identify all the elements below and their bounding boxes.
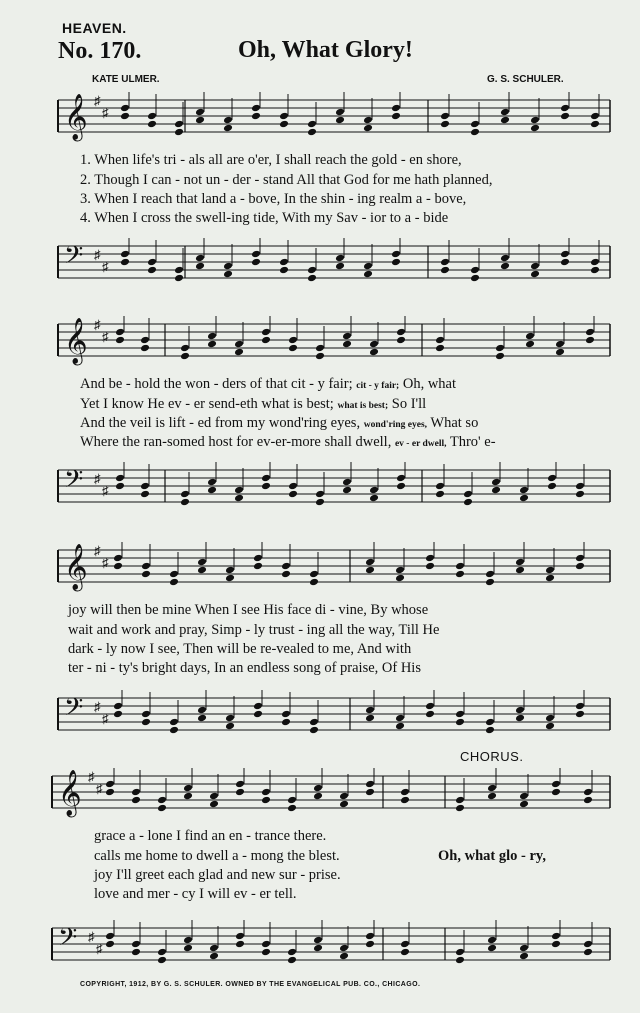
hymn-number: No. 170. [58,38,142,64]
svg-text:𝄢: 𝄢 [64,465,84,500]
svg-text:♯: ♯ [102,259,109,274]
bass-staff [0,690,640,742]
lyric-line: Where the ran-somed host for ev-er-more shall dwell, ev - er dwell, Thro' e- [80,434,496,450]
svg-text:♯: ♯ [96,941,103,956]
lyric-line: wait and work and pray, Simp - ly trust - ing all the way, Till He [68,622,440,638]
lyric-line: love and mer - cy I will ev - er tell. [94,886,297,902]
lyric-line: ter - ni - ty's bright days, In an endless song of praise, Of His [68,660,421,676]
treble-staff [0,768,640,820]
lyric-line: 2. Though I can - not un - der - stand All that God for me hath planned, [80,172,493,188]
lyric-line: calls me home to dwell a - mong the blest. [94,848,340,864]
svg-text:♯: ♯ [94,471,101,486]
svg-text:♯: ♯ [102,329,109,344]
svg-text:♯: ♯ [94,317,101,332]
copyright-notice: COPYRIGHT, 1912, BY G. S. SCHULER. OWNED BY THE EVANGELICAL PUB. CO., CHICAGO. [80,981,421,988]
svg-text:𝄢: 𝄢 [58,923,78,958]
lyric-line: 3. When I reach that land a - bove, In the shin - ing realm a - bove, [80,191,467,207]
chorus-label: CHORUS. [460,749,524,764]
svg-text:𝄢: 𝄢 [64,241,84,276]
bass-staff [0,920,640,972]
svg-text:♯: ♯ [88,769,95,784]
svg-text:♯: ♯ [102,105,109,120]
svg-text:♯: ♯ [94,543,101,558]
lyric-line: grace a - lone I find an en - trance there. [94,828,327,844]
bass-staff [0,462,640,514]
lyric-line: dark - ly now I see, Then will be re-vealed to me, And with [68,641,412,657]
svg-text:♯: ♯ [88,929,95,944]
lyric-line: joy I'll greet each glad and new sur - prise. [94,867,341,883]
svg-text:𝄞: 𝄞 [64,318,88,364]
svg-text:𝄢: 𝄢 [64,693,84,728]
lyric-line: joy will then be mine When I see His face di - vine, By whose [68,602,429,618]
svg-text:♯: ♯ [96,781,103,796]
lyric-line: 4. When I cross the swell-ing tide, With my Sav - ior to a - bide [80,210,449,226]
treble-staff [0,316,640,368]
svg-text:♯: ♯ [102,555,109,570]
svg-text:𝄞: 𝄞 [64,94,88,140]
svg-text:♯: ♯ [94,699,101,714]
svg-text:♯: ♯ [94,247,101,262]
hymn-title: Oh, What Glory! [238,37,413,63]
composer-credit: G. S. SCHULER. [487,74,564,85]
svg-text:♯: ♯ [102,711,109,726]
lyric-line: 1. When life's tri - als all are o'er, I shall reach the gold - en shore, [80,152,462,168]
lyric-line: Yet I know He ev - er send-eth what is best; what is best; So I'll [80,396,427,412]
svg-text:♯: ♯ [102,483,109,498]
lyricist-credit: KATE ULMER. [92,74,160,85]
treble-staff [0,92,640,144]
section-heading: HEAVEN. [62,20,127,36]
chorus-lyric: Oh, what glo - ry, [438,848,546,864]
svg-text:♯: ♯ [94,93,101,108]
svg-text:𝄞: 𝄞 [64,544,88,590]
bass-staff [0,238,640,290]
lyric-line: And be - hold the won - ders of that cit - y fair; cit - y fair; Oh, what [80,376,457,392]
svg-text:𝄞: 𝄞 [58,770,82,816]
treble-staff [0,542,640,594]
lyric-line: And the veil is lift - ed from my wond'ring eyes, wond'ring eyes, What so [80,415,479,431]
